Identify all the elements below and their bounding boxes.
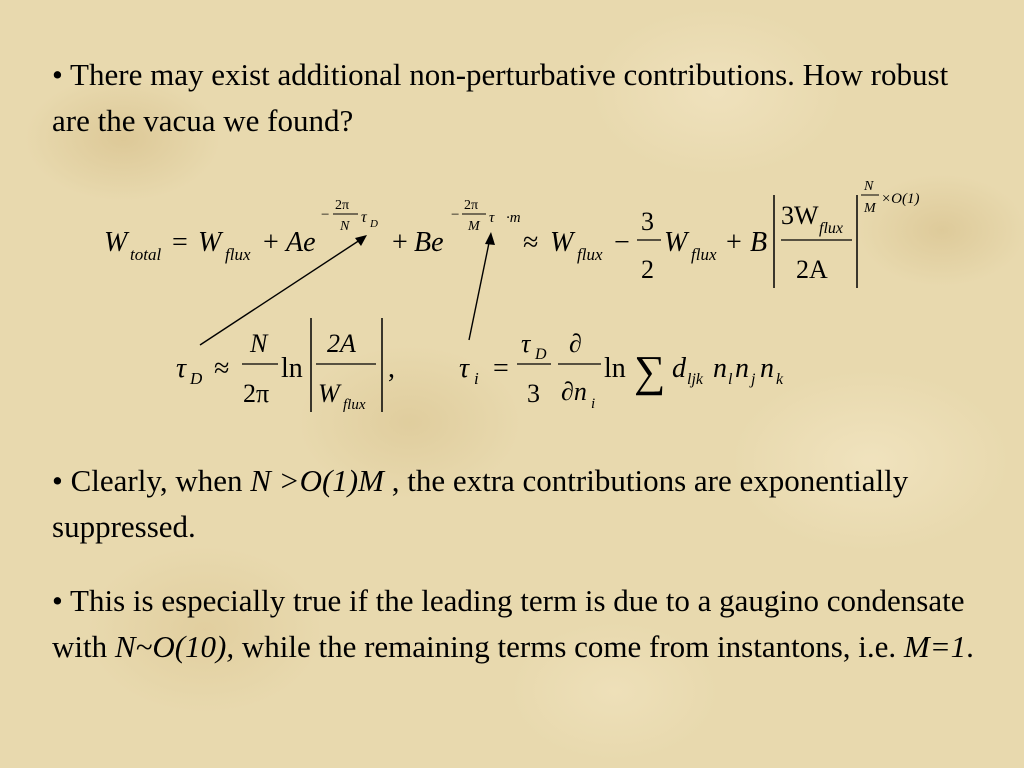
fraction-numerator-tau: τ <box>521 329 531 358</box>
total-subscript: total <box>130 245 162 264</box>
tau-symbol: τ <box>459 353 470 384</box>
power-numerator: N <box>864 179 874 194</box>
d-subscript: D <box>535 346 547 363</box>
abs-denominator: 2A <box>796 255 828 284</box>
fraction-denominator: 2π <box>243 379 270 408</box>
fraction-numerator: 3 <box>641 207 654 236</box>
bullet-marker: • <box>52 463 63 498</box>
equation-superpotential <box>104 179 919 288</box>
w-symbol: W <box>550 227 574 258</box>
abs-numerator-coefficient: 3W <box>781 201 819 230</box>
inline-math: M=1 <box>903 629 967 664</box>
flux-subscript: flux <box>577 245 603 264</box>
ljk-subscript: ljk <box>687 371 703 388</box>
exponent-denominator: M <box>468 219 480 234</box>
equation-tau-i <box>459 329 784 412</box>
power-order-term: ×O(1) <box>881 191 920 207</box>
plus-sign: + <box>392 227 408 258</box>
bullet-marker: • <box>52 57 63 92</box>
k-subscript: k <box>776 371 784 388</box>
fraction-denominator: 3 <box>527 379 540 408</box>
flux-subscript: flux <box>225 245 251 264</box>
i-subscript: i <box>591 396 596 412</box>
bullet-text: Clearly, when <box>62 463 251 498</box>
abs-numerator: 2A <box>327 329 356 358</box>
abs-denominator-w: W <box>318 379 340 408</box>
ln-function: ln <box>281 353 303 384</box>
w-symbol: W <box>198 227 222 258</box>
w-symbol: W <box>104 227 128 258</box>
exponent-denominator: N <box>340 219 350 234</box>
arrow-head <box>485 232 495 245</box>
w-symbol: W <box>664 227 688 258</box>
approx-sign: ≈ <box>523 227 539 258</box>
tau-dot-m: τ⃗·m⃗ <box>489 210 533 226</box>
b-coefficient: B <box>750 227 768 258</box>
exponent-minus: − <box>451 207 460 223</box>
flux-subscript: flux <box>343 397 366 413</box>
fraction-numerator: N <box>250 329 268 358</box>
approx-sign: ≈ <box>214 353 230 384</box>
arrow-head <box>355 235 367 246</box>
n-l: n <box>713 353 727 384</box>
bullet-gaugino <box>52 578 982 670</box>
equation-tau-d <box>176 318 395 413</box>
inline-math: N >O(1)M <box>250 463 384 498</box>
arrow-to-tau-i <box>469 238 490 340</box>
plus-sign: + <box>726 227 742 258</box>
bullet-suppression <box>52 458 982 550</box>
flux-subscript: flux <box>819 220 843 237</box>
bullet-marker: • <box>52 583 63 618</box>
exponent-numerator: 2π <box>464 198 479 213</box>
n-k: n <box>760 353 774 384</box>
tau-symbol: τ <box>176 353 187 384</box>
d-tensor: d <box>672 353 686 384</box>
bullet-text: There may exist additional non-perturbative contributions. How robust are the vacua we found? <box>52 57 949 138</box>
tau-subscript-d: D <box>370 218 378 230</box>
equals-sign: = <box>172 227 188 258</box>
fraction-denominator: 2 <box>641 255 654 284</box>
exponent-minus: − <box>321 207 330 223</box>
plus-sign: + <box>263 227 279 258</box>
bullet-text: while the remaining terms come from instantons, i.e. <box>234 629 904 664</box>
d-subscript: D <box>190 369 203 388</box>
i-subscript: i <box>474 369 479 388</box>
bullet-text: This is especially true if the leading term is due to a gaugino condensate with <box>52 583 965 664</box>
ae-term: Ae <box>286 227 316 258</box>
inline-math: N~O(10), <box>114 629 235 664</box>
flux-subscript: flux <box>691 245 717 264</box>
sum-symbol: ∑ <box>634 347 666 396</box>
exponent-numerator: 2π <box>335 198 350 213</box>
partial-numerator: ∂ <box>569 329 582 358</box>
power-denominator: M <box>864 201 876 216</box>
j-subscript: j <box>751 371 756 388</box>
tau-symbol: τ <box>361 209 367 226</box>
equals-sign: = <box>493 353 509 384</box>
partial-denominator: ∂n <box>561 377 587 406</box>
minus-sign: − <box>614 227 630 258</box>
ln-function: ln <box>604 353 626 384</box>
bullet-text: , the extra contributions are exponentially suppressed. <box>52 463 909 544</box>
bullet-text: . <box>966 629 974 664</box>
l-subscript: l <box>728 371 733 388</box>
comma: , <box>388 353 395 384</box>
be-term: Be <box>414 227 444 258</box>
n-j: n <box>735 353 749 384</box>
